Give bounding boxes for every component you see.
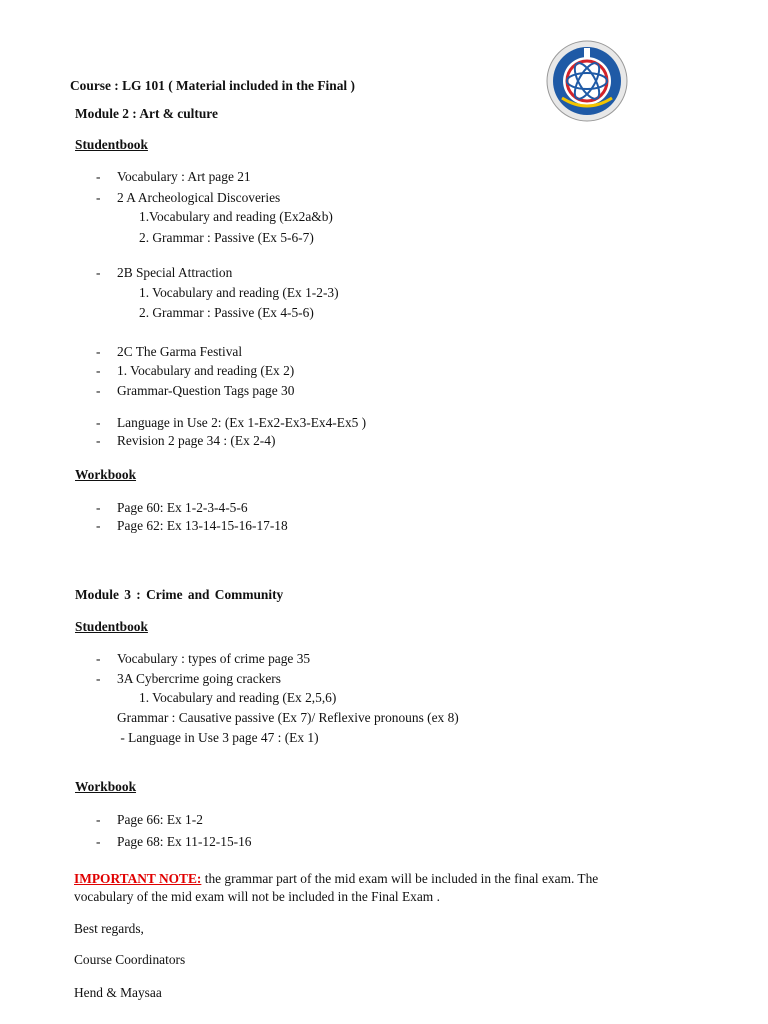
list-item: 2 A Archeological Discoveries [117, 190, 281, 205]
bullet-dash: - [96, 383, 101, 398]
bullet-dash: - [96, 651, 101, 666]
module2-title: Module 2 : Art & culture [75, 106, 218, 121]
list-item: 2B Special Attraction [117, 265, 233, 280]
list-item: 1. Vocabulary and reading (Ex 2,5,6) [139, 690, 337, 705]
bullet-dash: - [96, 169, 101, 184]
list-item: Page 68: Ex 11-12-15-16 [117, 834, 252, 849]
module3-title: Module 3 : Crime and Community [75, 587, 284, 602]
list-item: Page 62: Ex 13-14-15-16-17-18 [117, 518, 288, 533]
bullet-dash: - [96, 812, 101, 827]
bullet-dash: - [96, 344, 101, 359]
module3-studentbook-heading: Studentbook [75, 619, 148, 634]
important-note-line2: vocabulary of the mid exam will not be included in the Final Exam . [74, 889, 440, 904]
list-item: Vocabulary : types of crime page 35 [117, 651, 311, 666]
bullet-dash: - [96, 671, 101, 686]
list-item: Page 66: Ex 1-2 [117, 812, 203, 827]
closing-names: Hend & Maysaa [74, 985, 162, 1000]
bullet-dash: - [96, 265, 101, 280]
bullet-dash: - [96, 190, 101, 205]
closing-regards: Best regards, [74, 921, 144, 936]
list-item: 1. Vocabulary and reading (Ex 2) [117, 363, 295, 378]
bullet-dash: - [96, 500, 101, 515]
list-item: 2C The Garma Festival [117, 344, 243, 359]
list-item: 2. Grammar : Passive (Ex 5-6-7) [139, 230, 314, 245]
important-note-text: the grammar part of the mid exam will be included in the final exam. The [201, 871, 599, 886]
list-item: 2. Grammar : Passive (Ex 4-5-6) [139, 305, 314, 320]
module3-workbook-heading: Workbook [75, 779, 137, 794]
closing-coordinators: Course Coordinators [74, 952, 186, 967]
list-item: Vocabulary : Art page 21 [117, 169, 251, 184]
module2-studentbook-heading: Studentbook [75, 137, 148, 152]
bullet-dash: - [96, 834, 101, 849]
bullet-dash: - [96, 518, 101, 533]
list-item: 3A Cybercrime going crackers [117, 671, 281, 686]
bullet-dash: - [96, 433, 101, 448]
course-title: Course : LG 101 ( Material included in the Final ) [70, 78, 355, 93]
list-item: Page 60: Ex 1-2-3-4-5-6 [117, 500, 248, 515]
module2-workbook-heading: Workbook [75, 467, 137, 482]
university-seal-icon [546, 40, 628, 122]
list-item: Revision 2 page 34 : (Ex 2-4) [117, 433, 276, 448]
list-item: Language in Use 2: (Ex 1-Ex2-Ex3-Ex4-Ex5 ) [117, 415, 367, 430]
important-note-label: IMPORTANT NOTE: [74, 871, 202, 886]
list-item: Grammar : Causative passive (Ex 7)/ Reflexive pronouns (ex 8) [117, 710, 459, 725]
list-item: - Language in Use 3 page 47 : (Ex 1) [117, 730, 319, 745]
important-note-line1 [74, 870, 598, 887]
list-item: Grammar-Question Tags page 30 [117, 383, 295, 398]
list-item: 1.Vocabulary and reading (Ex2a&b) [139, 209, 333, 224]
bullet-dash: - [96, 415, 101, 430]
list-item: 1. Vocabulary and reading (Ex 1-2-3) [139, 285, 339, 300]
bullet-dash: - [96, 363, 101, 378]
